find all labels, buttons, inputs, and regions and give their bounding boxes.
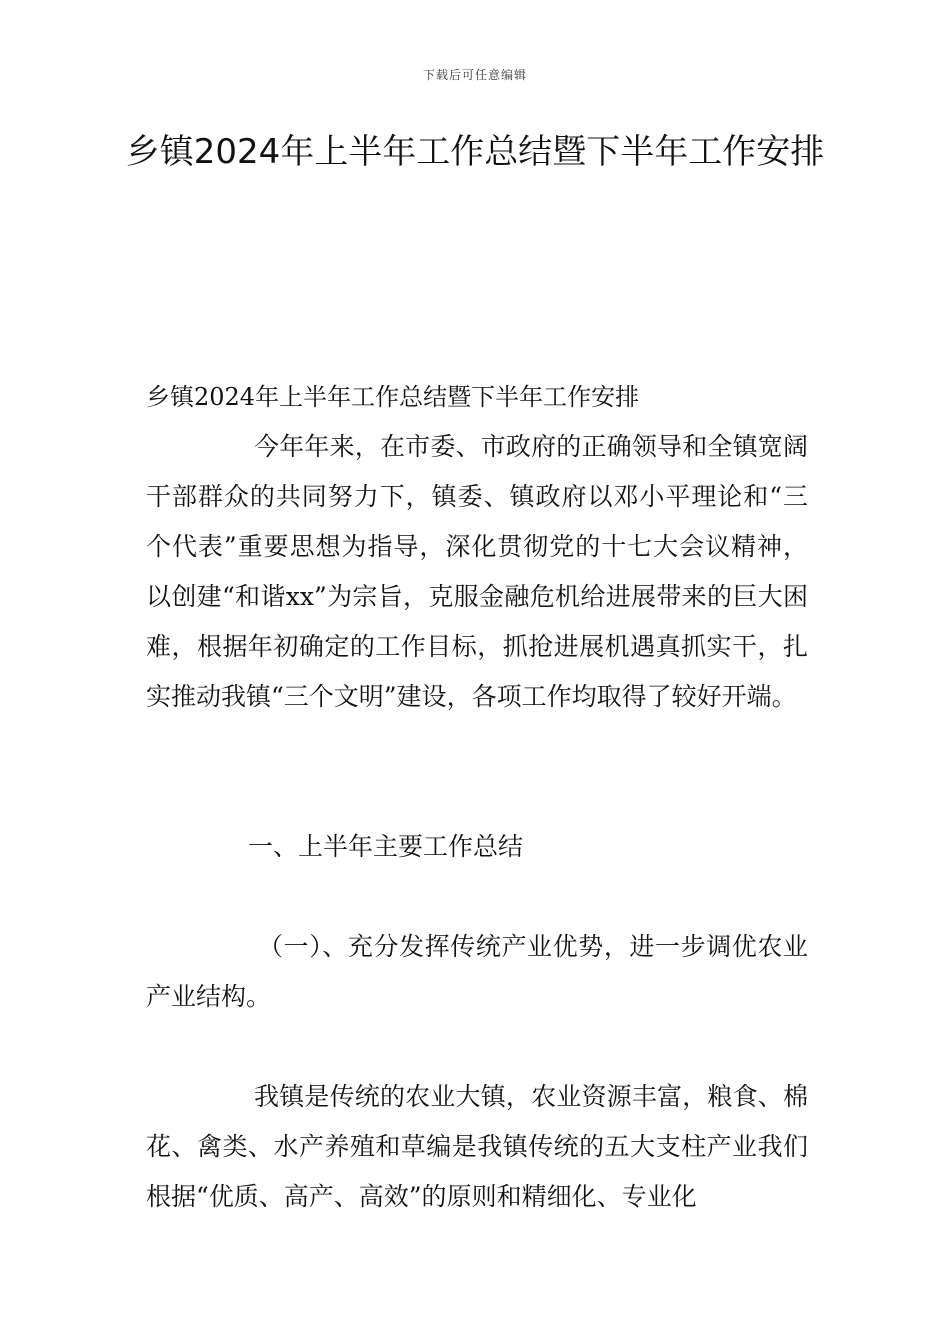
header-note: 下载后可任意编辑 xyxy=(422,68,527,82)
intro-paragraph: 今年年来，在市委、市政府的正确领导和全镇宽阔干部群众的共同努力下，镇委、镇政府以邓小平理论和“三个代表”重要思想为指导，深化贯彻党的十七大会议精神，以创建“和谐xx”为宗旨，克服金融危机给进展带来的巨大困难，根据年初确定的工作目标，抓抢进展机遇真抓实干，扎实推动我镇“三个文明”建设，各项工作均取得了较好开端。 xyxy=(146,432,808,711)
document-title: 乡镇2024年上半年工作总结暨下半年工作安排 xyxy=(125,132,825,172)
section-heading: 一、上半年主要工作总结 xyxy=(248,832,524,861)
sub-heading: （一）、充分发挥传统产业优势，进一步调优农业产业结构。 xyxy=(146,932,808,1011)
body-paragraph: 我镇是传统的农业大镇，农业资源丰富，粮食、棉花、禽类、水产养殖和草编是我镇传统的五大支柱产业我们根据“优质、高产、高效”的原则和精细化、专业化 xyxy=(146,1082,808,1211)
document-subtitle: 乡镇2024年上半年工作总结暨下半年工作安排 xyxy=(146,383,640,411)
